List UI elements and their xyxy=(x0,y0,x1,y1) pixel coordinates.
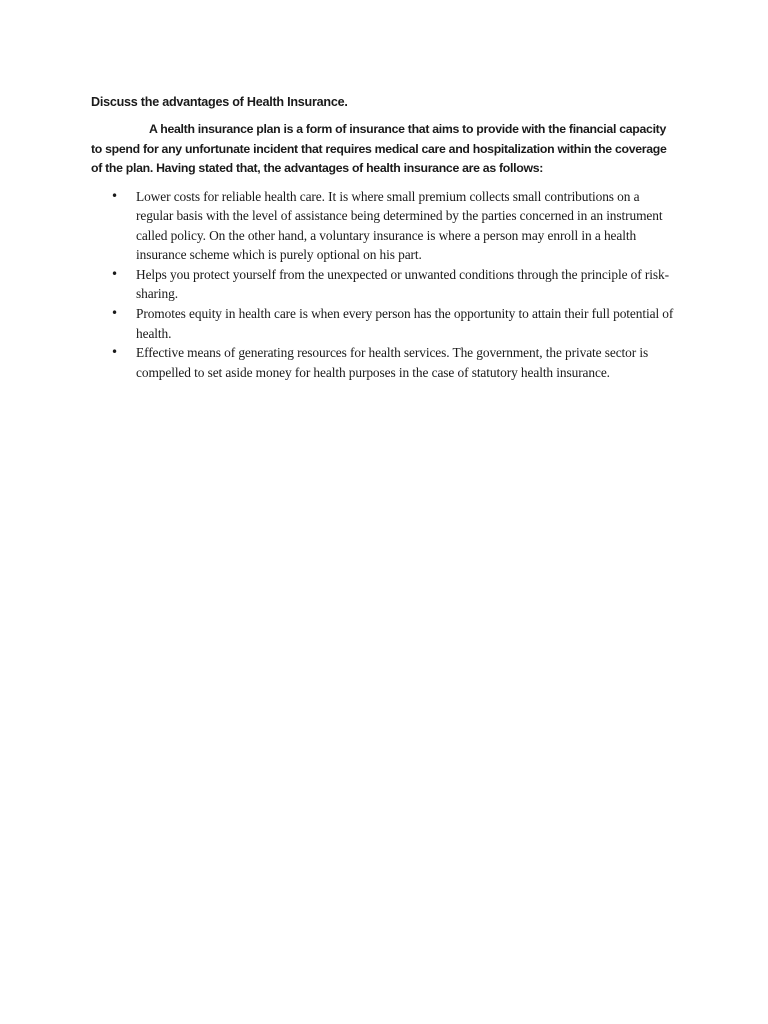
intro-paragraph: A health insurance plan is a form of insurance that aims to provide with the financial capacity to spend for any unfortunate incident that requires medical care and hospitalization within the coverage of the plan. Having stated that, the advantages of health insurance are as follows: xyxy=(91,122,667,175)
list-item-text: Effective means of generating resources for health services. The government, the private sector is compelled to set aside money for health purposes in the case of statutory health insurance. xyxy=(136,345,649,380)
advantages-list xyxy=(91,187,679,383)
document-body xyxy=(91,93,679,382)
list-item xyxy=(91,187,679,265)
list-item xyxy=(91,265,679,304)
list-item-text: Helps you protect yourself from the unexpected or unwanted conditions through the principle of risk-sharing. xyxy=(136,266,669,302)
bullet-icon: • xyxy=(111,266,118,281)
list-item-text: Lower costs for reliable health care. It is where small premium collects small contributions on a regular basis with the level of assistance being determined by the parties concerned in an instrument called policy. On the other hand, a voluntary insurance is where a person may enroll in a health insurance scheme which is purely optional on his part. xyxy=(136,188,663,263)
bullet-icon: • xyxy=(111,306,118,321)
document-heading: Discuss the advantages of Health Insurance. xyxy=(91,95,348,109)
list-item xyxy=(91,304,679,343)
list-item xyxy=(91,343,679,382)
list-item-text: Promotes equity in health care is when every person has the opportunity to attain their full potential of health. xyxy=(136,306,674,341)
bullet-icon: • xyxy=(111,345,118,360)
bullet-icon: • xyxy=(111,188,118,203)
